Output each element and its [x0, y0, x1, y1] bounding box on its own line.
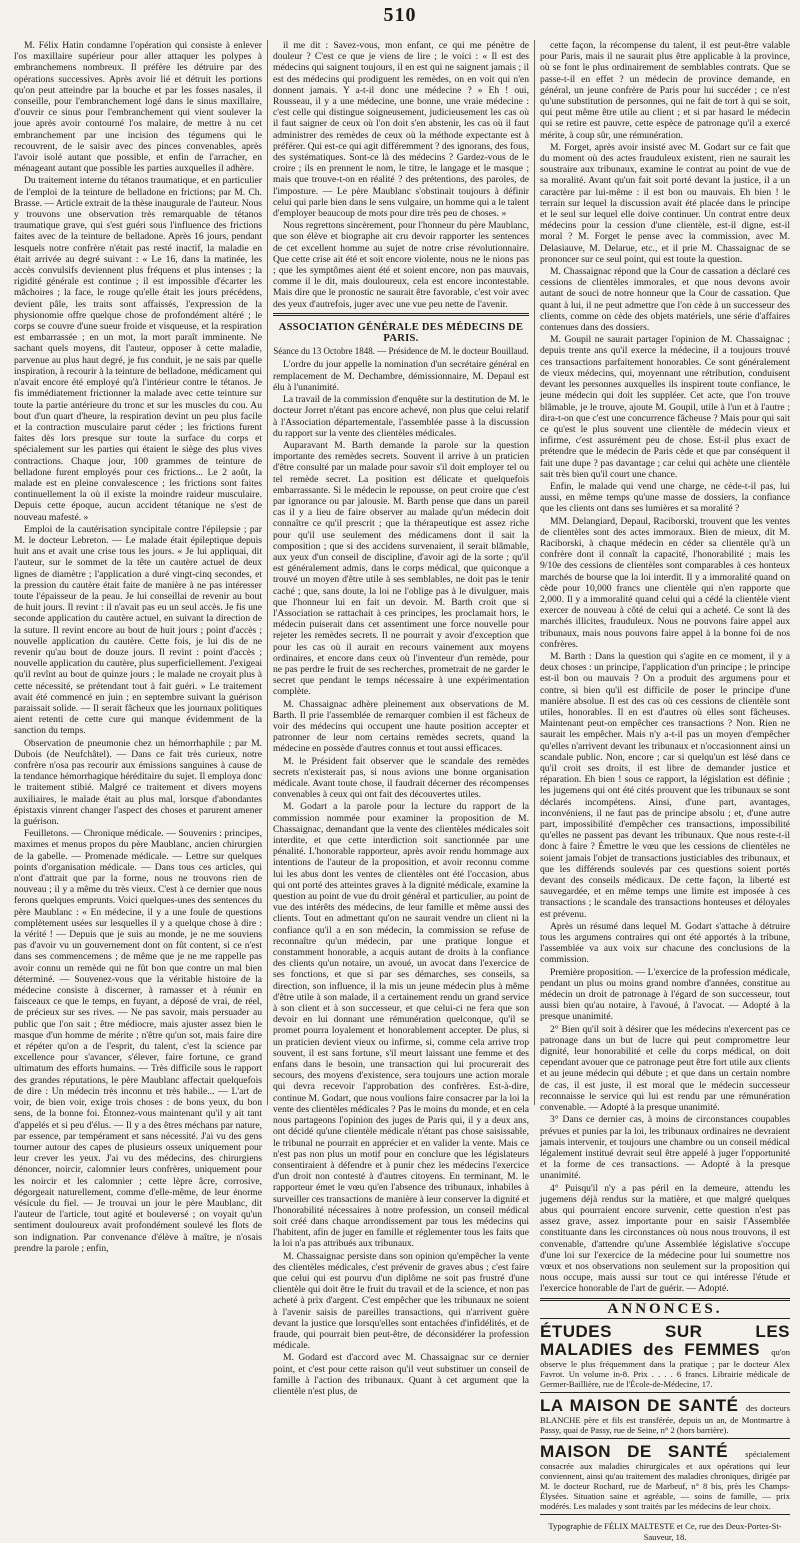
paragraph: 4° Puisqu'il n'y a pas péril en la demeure, attendu les jugemens déjà rendus sur la matière, et que malgré quelques abus qui pourraient encore survenir, cette question n'est pas assez grave, assez importante pour en saisir l'Assemblée constituante dans les circonstances où nous nous trouvons, il est convenable, d'attendre qu'une Assemblée législative s'occupe d'une loi sur l'exercice de la médecine pour lui soumettre nos vœux et nos observations non seulement sur la proposition qui nous occupe, mais aussi sur tout ce qui intéresse l'étude et l'exercice honorable de l'art de guérir. — Adopté. [540, 1182, 790, 1295]
section-rule [540, 1318, 790, 1319]
seance-line: Séance du 13 Octobre 1848. — Présidence de M. le docteur Bouillaud. [273, 346, 529, 357]
association-header [273, 322, 529, 358]
paragraph: MM. Delangiard, Depaul, Raciborski, trouvent que les ventes de clientèles sont des actes immoraux. Bien de mieux, dit M. Raciborski, à chaque médecin en céder sa clientèle qu'à un confrère dont il connaît la capacité, l'honorabilité ; mais les 9/10e des cessions de clientèles sont comparables à ces honteux marchés de bourse que la loi interdit. Il y a immoralité quand on cède pour 10,000 francs une clientèle qui n'en rapporte que 2,000. Il y a immoralité quand celui qui a cédé la clientèle vient exercer de nouveau à côté de celui qui a acheté. Ce sont là des marchés illicites, frauduleux. Nous ne pouvons faire appel aux tribunaux, mais nous pouvons faire appel à la bonne foi de nos confrères. [540, 515, 790, 650]
ad-body: des docteurs BLANCHE père et fils est transférée, depuis un an, de Montmartre à Passy, quai de Passy, rue de Seine, n° 2 (hors barrière). [540, 1402, 791, 1435]
paragraph: La travail de la commission d'enquête sur la destitution de M. le docteur Jorret n'étant pas encore achevé, non plus que celui relatif à l'Association départementale, l'assemblée passe à la discussion du rapport sur la vente des clientèles médicales. [273, 394, 529, 439]
paragraph: 3° Dans ce dernier cas, à moins de circonstances coupables prévues et punies par la loi, les tribunaux ordinaires ne devraient jamais intervenir, et toujours une chambre ou un conseil médical légalement institué devrait seul être appelé à juger l'opportunité et la forme de ces transactions. — Adopté à la presque unanimité. [540, 1114, 790, 1182]
paragraph: Nous regrettons sincèrement, pour l'honneur du père Maublanc, que son élève et biographe ait cru devoir rapporter les sentences de cet excellent homme au sujet de notre crise révolutionnaire. Que cette crise ait été et soit encore violente, nous ne le nions pas ; que les symptômes aient été et soient encore, non pas mauvais, comme il le dit, mais douloureux, cela est encore incontestable. Mais dire que le pronostic ne saurait être favorable, c'est voir avec des yeux d'autrefois, juger avec une vue peu nette de l'avenir. [273, 220, 529, 310]
ad-title: MAISON DE SANTÉ [540, 1441, 729, 1461]
paragraph: Auparavant M. Barth demande la parole sur la question importante des remèdes secrets. Souvent il arrive à un praticien d'être consulté par un malade pour savoir s'il doit employer tel ou tel remède secret. La position est délicate et quelquefois embarrassante. Si le médecin le repousse, on peut croire que c'est par ignorance ou par jalousie. M. Barth pense que dans un pareil cas il y a lieu de faire observer au malade qu'un médecin doit connaître ce qu'il prescrit ; que la thérapeutique est assez riche pour qu'il use seulement des médicamens dont il sait la composition ; que si des accidens survenaient, il serait blâmable, aux yeux d'un conseil de discipline, d'avoir agi de la sorte ; qu'il est généralement admis, dans le corps médical, que quiconque a trouvé un moyen d'être utile à ses semblables, ne doit pas le tenir caché ; que, sans doute, la loi ne l'oblige pas à le divulguer, mais que l'honneur lui en fait un devoir. M. Barth croit que si l'Association se rattachait à ces principes, les proclamait hors, le médecin puiserait dans cet assentiment une force nouvelle pour rejeter les remèdes secrets. Il ne pourrait y avoir d'exception que pour les cas où il aurait en recours vainement aux moyens ordinaires, et encore dans ceux où l'inventeur d'un remède, pour ne pas perdre le fruit de ses recherches, prometrait de ne garder le secret que pendant le temps nécessaire à une expérimentation complète. [273, 439, 529, 698]
paragraph: Du traitement interne du tétanos traumatique, et en particulier de l'emploi de la teinture de belladone en frictions; par M. Ch. Brasse. — Article extrait de la thèse inaugurale de l'auteur. Nous y trouvons une observation très remarquable de tétanos traumatique grave, qui s'est guéri sous l'influence des frictions faites avec de la teinture de belladone. Après 16 jours, pendant lesquels notre confrère n'était pas resté inactif, la maladie en était arrivée au degré suivant : « Le 16, dans la matinée, les accès convulsifs deviennent plus fréquens et plus intenses ; la rigidité générale est continue ; il est impossible d'écarter les mâchoires ; la face, le rouge qu'elle était les jours précédens, devient pâle, les traits sont affaissés, l'expression de la physionomie offre quelque chose de profondément altéré ; le corps se couvre d'une sueur froide et visqueuse, et la respiration est embarrassée ; en un mot, la mort paraît imminente. Ne sachant quels moyens, dit l'auteur, opposer à cette maladie, parvenue au plus haut degré, je fus conduit, je ne sais par quelle inspiration, à recourir à la teinture de belladone, médicament qui n'avait encore été employé qu'à l'intérieur contre le tétanos. Je fis immédiatement frictionner la malade avec cette teinture sur toute la partie antérieure du tronc et sur les muscles du cou. Au bout d'un quart d'heure, la respiration devint un peu plus facile et la contraction musculaire parut céder ; les frictions furent faites dès lors presque sur toute la surface du corps et spécialement sur les parties qui étaient le siège des plus vives contractions. Chaque jour, 100 grammes de teinture de belladone furent employés pour ces frictions... Le 2 août, la malade est en pleine convalescence ; les frictions sont faites continuellement la où il existe la moindre raideur musculaire. Depuis cette époque, aucun accident tétanique ne s'est de nouveau mafesté. » [14, 175, 263, 523]
column-1 [14, 40, 263, 1254]
column-divider [267, 40, 268, 1105]
paragraph: Première proposition. — L'exercice de la profession médicale, pendant un plus ou moins grand nombre d'années, constitue au médecin un droit de patronage à l'égard de son successeur, tout aussi bien qu'au notaire, à l'avoué, à l'avocat. — Adopté à la presque unanimité. [540, 966, 790, 1023]
ad-divider [540, 1514, 790, 1515]
ad-body: qu'on observe le plus fréquemment dans la pratique ; par le docteur Alex Favrot. Un volume in-8. Prix . . . . 6 francs. Librairie médicale de Germer-Baillière, rue de l'École-de-Médecine, 17. [540, 1346, 790, 1389]
column-3 [540, 40, 791, 1542]
paragraph: M. Godard est d'accord avec M. Chassaignac sur ce dernier point, et c'est pour cette raison qu'il veut substituer un conseil de famille à l'action des tribunaux. Quant à cet argument que la clientèle n'est plus, de [273, 1352, 529, 1397]
paragraph: il me dit : Savez-vous, mon enfant, ce qui me pénètre de douleur ? C'est ce que je viens de lire ; le voici : « Il est des médecins qui saignent toujours, il en est qui ne saignent jamais ; il est des médecins qui prodiguent les remèdes, on en voit qui n'en donnent jamais. Y a-t-il donc une médecine ? » Eh ! oui, Rousseau, il y a une médecine, une bonne, une vraie médecine : c'est celle qui distingue soigneusement, judicieusement les cas où il faut saigner de ceux où l'on doit s'en abstenir, les cas où il faut administrer des remèdes de ceux où la méthode expectante est à préférer. Qui est-ce qui agit différemment ? des ignorans, des fous, des systématiques. Sont-ce là des médecins ? Gardez-vous de le croire ; ils en prennent le nom, le titre, le langage et le masque ; mais que trouve-t-on en réalité ? des prétentions, des paroles, de l'imposture. — Le père Maublanc s'obstinait toujours à définir celui qui parle bien dans le sens vulgaire, un homme qui a le talent d'employer beaucoup de mots pour dire très peu de choses. » [273, 40, 529, 220]
advertisement [540, 1323, 790, 1389]
paragraph: M. Chassaignac répond que la Cour de cassation a déclaré ces cessions de clientèles immorales, et que nous devons avoir autant de souci de notre honneur que la Cour de cassation. Que quant à lui, il ne peut admettre que l'on cède à un successeur des clients, comme on cède des objets matériels, une série d'affaires contenues dans des dossiers. [540, 266, 790, 334]
paragraph: M. Barth : Dans la question qui s'agite en ce moment, il y a deux choses : un principe, l'application d'un principe ; le principe est-il bon ou mauvais ? On a produit des argumens pour et contre, si bien qu'il est difficile de poser le principe d'une manière absolue. Il est des cas où ces cessions de clientèle sont utiles, honorables. Il en est d'autres où elles sont fâcheuses. Maintenant peut-on empêcher ces transactions ? Non. Rien ne saurait les empêcher. Mais n'y a-t-il pas un moyen d'empêcher qu'elles n'arrivent devant les tribunaux et n'occasionnent ainsi un scandale public. Non, encore ; car si quelqu'un est lésé dans ce qu'il croit ses droits, il est libre de demander justice et réparation. Eh bien ! sous ce rapport, la législation est définie ; les jugemens qui ont été cités prouvent que les tribunaux se sont déclarés incompétens. Ainsi, d'une part, avantages, inconvéniens, il ne faut pas de principe absolu ; et, d'une autre part, impossibilité d'empêcher ces transactions, impossibilité qu'elles ne passent pas devant les tribunaux. Que nous reste-t-il donc à faire ? Émettre le vœu que les cessions de clientèles ne soient jamais l'objet de transactions justiciables des tribunaux, et que les différends soulevés par ces questions soient portés devant des conseils médicaux. De cette façon, la liberté est sauvegardée, et en même temps une limite est imposée à ces transactions ; le scandale des transactions honteuses et déloyales est prévenu. [540, 650, 790, 920]
paragraph: 2° Bien qu'il soit à désirer que les médecins n'exercent pas ce patronage dans un but de lucre qui peut compromettre leur dignité, leur honorabilité et celle du corps médical, on doit cependant avouer que ce patronage peut être fort utile aux clients et au jeune médecin qui débute ; et que dans un certain nombre de cas, il est juste, il est moral que le médecin successeur reconnaisse le service qui lui est rendu par une rémunération convenable. — Adopté à la presque unanimité. [540, 1023, 790, 1114]
ad-body: spécialement consacrée aux maladies chirurgicales et aux opérations qui leur conviennent, ainsi qu'au traitement des maladies chroniques, dirigée par M. le docteur Rochard, rue de Marbeuf, n° 8 bis, près les Champs-Élysées. Situation saine et agréable, — soins de famille, — prix modérés. Les malades y sont traités par les médecins de leur choix. [540, 1448, 790, 1511]
paragraph: M. Godart a la parole pour la lecture du rapport de la commission nommée pour examiner la proposition de M. Chassaignac, demandant que la vente des clientèles médicales soit interdite, et que cette interdiction soit sanctionnée par une pénalité. L'honorable rapporteur, après avoir rendu hommage aux intentions de l'auteur de la proposition, et avoir reconnu comme lui les abus dont les ventes de clientèles ont été l'occasion, abus qui ont porté des atteintes graves à la dignité médicale, examine la question au point de vue du droit général et particulier, au point de vue des intérêts des médecins, de leur famille et même aussi des clients. Tout en admettant qu'on ne saurait vendre un client ni la confiance qu'il a en son médecin, la commission se refuse de reconnaître qu'un médecin, par une pratique longue et constamment honorable, a acquis autant de droits à la confiance des clients qu'un notaire, un avoué, un avocat dans l'exercice de ses fonctions, et que si par ses démarches, ses conseils, sa direction, son influence, il la mis un jeune médecin plus à même d'être utile à son malade, il a certainement rendu un grand service à son client et à son successeur, et que celui-ci ne fera que son devoir en lui donnant une rémunération quelconque, qu'il se promet pourra loyalement et honorablement accepter. De plus, si un praticien devient vieux ou infirme, si, comme cela arrive trop souvent, il est sans fortune, s'il meurt laissant une femme et des enfans dans le besoin, une transaction qui lui procurerait des secours, des moyens d'existence, sera toujours une action morale qui devra recevoir l'approbation des confrères. Est-à-dire, continue M. Godart, que nous voulions faire consacrer par la loi la vente des clientèles médicales ? Pas le moins du monde, et en cela nous partageons l'opinion des juges de Paris qui, il y a deux ans, ont décidé qu'une clientèle médicale n'étant pas chose saisissable, le tribunal ne pourrait en apprécier et en valider la vente. Mais ce n'est pas non plus un motif pour en conclure que les législateurs consentiraient à défendre et à punir chez les médecins l'exercice d'un droit non contesté à d'autres citoyens. En terminant, M. le rapporteur émet le vœu qu'en l'absence des tribunaux, inhabiles à surveiller ces transactions de manière à leur conserver la dignité et l'honorabilité nécessaires à notre profession, un conseil médical soit créé dans chaque arrondissement par tous les médecins qui l'habitent, afin de juger en famille et réglementer tous les faits que la loi n'a pas attribués aux tribunaux. [273, 801, 529, 1250]
advertisement [540, 1443, 790, 1511]
column-divider [534, 40, 535, 1105]
paragraph: M. Chassaignac persiste dans son opinion qu'empêcher la vente des clientèles médicales, c'est prévenir de graves abus ; c'est faire que celui qui est pourvu d'un diplôme ne soit pas frustré d'une clientèle qui doit être le fruit du travail et de la science, et non pas acheté à prix d'argent. C'est empêcher que les tribunaux ne soient à l'avenir saisis de pareilles transactions, qui n'arrivent guère devant la justice que lorsqu'elles sont entachées d'infidélités, et de fraude, qui pourrait bien peut-être, de déconsidérer la profession médicale. [273, 1250, 529, 1352]
paragraph: Après un résumé dans lequel M. Godart s'attache à détruire tous les argumens contraires qui ont été apportés à la tribune, l'assemblée va aux voix sur chacune des conclusions de la commission. [540, 920, 790, 966]
ad-title: LA MAISON DE SANTÉ [540, 1395, 739, 1415]
paragraph: M. Goupil ne saurait partager l'opinion de M. Chassaignac ; depuis trente ans qu'il exerce la médecine, il a toujours trouvé ces transactions parfaitement honorables. Ce sont généralement de vieux médecins, qui, moyennant une rétribution, conduisent devant les personnes auxquelles ils inspirent toute confiance, le jeune médecin qui doit les suppléer. Cet acte, que l'on trouve blâmable, je le trouve, ajoute M. Goupil, utile à l'un et à l'autre ; dira-t-on que c'est une concurrence fâcheuse ? Mais pour qui sait ce qu'est le plus souvent une clientèle de médecin vieux et infirme, c'est assurément peu de chose. Est-il plus exact de prétendre que le médecin de Paris cède et que par conséquent il fait une dupe ? pas davantage ; car celui qui achète une clientèle sait très bien qu'il court une chance. [540, 334, 790, 480]
paragraph: cette façon, la récompense du talent, il est peut-être valable pour Paris, mais il ne saurait plus être applicable à la province, où se font le plus ordinairement de semblables contrats. Que se passe-t-il en effet ? un médecin de province demande, en général, un jeune confrère de Paris pour lui succéder ; ce n'est qu'une substitution de personnes, qui ne fait de tort à qui se soit, qui peut même être utile au client ; et si par hasard le médecin qui se retire est pauvre, cette espèce de patronage qu'il a exercé mérite, à coup sûr, une rémunération. [540, 40, 790, 141]
association-heading: ASSOCIATION GÉNÉRALE DES MÉDECINS DE PARIS. [278, 321, 524, 345]
paragraph: M. Forget, après avoir insisté avec M. Godart sur ce fait que du moment où des actes frauduleux existent, rien ne saurait les soustraire aux tribunaux, examine le contrat au point de vue de sa moralité. Avant qu'un fait soit porté devant la justice, il a un caractère par lui-même : il est bon ou mauvais. Eh bien ! le terrain sur lequel la discussion avait été placée dans le principe et le seul sur lequel elle doive continuer. Un contrat entre deux médecins pour la cession d'une clientèle, est-il digne, est-il moral ? M. Forget le pense avec la commission, avec M. Delasiauve, M. Delarue, etc., et il prie M. Chassaignac de se prononcer sur ce seul point, qui est toute la question. [540, 141, 790, 265]
paragraph: Enfin, le malade qui vend une charge, ne cède-t-il pas, lui aussi, en même temps qu'une masse de dossiers, la confiance que les clients ont dans ses lumières et sa moralité ? [540, 480, 790, 515]
ad-title: ÉTUDES SUR LES MALADIES des FEMMES [540, 1321, 790, 1359]
printer-line: Typographie de FÉLIX MALTESTE et Ce, rue des Deux-Portes-St-Sauveur, 18. [548, 1520, 782, 1542]
paragraph: M. Chassaignac adhère pleinement aux observations de M. Barth. Il prie l'assemblée de remarquer combien il est fâcheux de voir des médecins qui occupent une haute position accepter et patronner de leur nom certains remèdes secrets, quand la médecine en possède d'autres connus et tout aussi efficaces. [273, 698, 529, 755]
paragraph: L'ordre du jour appelle la nomination d'un secrétaire général en remplacement de M. Dechambre, démissionnaire, M. Depaul est élu à l'unanimité. [273, 359, 529, 393]
paragraph: Feuilletons. — Chronique médicale. — Souvenirs : principes, maximes et menus propos du père Maublanc, ancien chirurgien de la gabelle. — Promenade médicale. — Lettre sur quelques points d'organisation médicale. — Dans tous ces articles, qui n'ont d'attrait que par la forme, nous ne trouvons rien de nouveau ; il y a même du très vieux. C'est à ce dernier que nous ferons quelques emprunts. Voici quelques-unes des sentences du père Maublanc : « En médecine, il y a une foule de questions complètement usées sur lesquelles il y a quelque chose à dire : la vérité ! — Depuis que je suis au monde, je ne me souviens pas d'avoir vu un gouvernement dont on fût content, si ce n'est dans ses commencemens ; de même que je ne me rappelle pas avoir connu un remède qui ne fût bon que contre un mal bien déterminé. — Souvenez-vous que la véritable histoire de la médecine consiste à discerner, à ramasser et à réunir en faisceaux ce que le temps, en fuyant, a déposé de vrai, de réel, de précieux sur ses rives. — Ne pas savoir, mais persuader au public que l'on sait ; être médiocre, mais ajuster assez bien le masque d'un homme de mérite ; n'être qu'un sot, mais faire dire et répéter qu'on a de l'esprit, du talent, c'est la science par excellence pour s'avancer, s'élever, faire fortune, ce grand ultimatum des efforts humains. — Très difficile sous le rapport des grandes réputations, le père Maublanc affectait quelquefois de dire : Un médecin très inconnu et très habile... — L'art de voir, de bien voir, exige trois choses : de bons yeux, du bon sens, de la bonne foi. Étonnez-vous maintenant qu'il y ait tant d'appelés et si peu d'élus. — Il y a des êtres méchans par nature, par essence, par tempérament et sans nécessité. J'ai vu des gens tourner autour des capes de plusieurs osseux uniquement pour leur crever les yeux. J'ai vu des médecins, des chirurgiens dénoncer, noircir, calomnier leurs confrères, uniquement pour les noircir et les calomnier ; cette lèpre âcre, corrosive, dégorgeait naturellement, comme d'elle-même, de leur énorme vésicule du fiel. — Je trouvai un jour le père Maublanc, dit l'auteur de l'article, tout agité et bouleversé ; on voyait qu'un sentiment douloureux avait profondément soulevé les flots de son indignation. Par convenance d'élève à maître, je n'osais prendre la parole ; enfin, [14, 828, 262, 1254]
ad-divider [540, 1392, 790, 1393]
paragraph: M. le Président fait observer que le scandale des remèdes secrets n'existerait pas, si nous avions une bonne organisation médicale. Avant toute chose, il faudrait décerner des récompenses convenables à ceux qui ont fait des découvertes utiles. [273, 755, 529, 801]
paragraph: Observation de pneumonie chez un hémorrhaphile ; par M. Dubois (de Neufchâtel). — Dans ce fait très curieux, notre confrère n'osa pas recourir aux émissions sanguines à cause de la tendance hémorrhagique héréditaire du sujet. Il employa donc le traitement stibié. Malgré ce traitement et divers moyens auxiliaires, le malade était au plus mal, lorsque d'abondantes épistaxis vinrent changer l'aspect des choses et parurent amener la guérison. [14, 737, 262, 828]
paragraph: M. Félix Hatin condamne l'opération qui consiste à enlever l'os maxillaire supérieur pour aller attaquer les polypes à embranchemens nombreux. Il préfère les détruire par des opérations successives. Après avoir lié et détruit les portions qu'on peut atteindre par la bouche et par les fosses nasales, il conseille, pour l'embranchement logé dans le sinus maxillaire, d'ouvrir ce sinus pour l'embranchement qui vient soulever la joue après avoir contourné l'os malaire, de mettre à nu cet embranchement par une incision des tégumens qui le recouvrent, de le saisir avec des pinces convenables, après l'avoir isolé autant que possible, et enfin de l'arracher, en ménageant autant que possible les parties auxquelles il adhère. [14, 40, 262, 175]
column-2 [273, 40, 529, 1397]
ad-divider [540, 1438, 790, 1439]
annonces-heading: ANNONCES. [607, 1300, 723, 1317]
paragraph: Emploi de la cautérisation syncipitale contre l'épilepsie ; par M. le docteur Lebreton. — Le malade était épileptique depuis huit ans et avait une crise tous les jours. « Je lui appliquai, dit l'auteur, sur le sommet de la tête un cautère actuel de deux lignes de diamètre ; l'application a duré vingt-cinq secondes, et la pression du cautère était faite de manière à ne pas intéresser toute l'épaisseur de la peau. Je lui conseillai de revenir au bout de huit jours. Il revint : il n'avait pas eu un seul accès. Je fis une seconde application du cautère actuel, en suivant la direction de la suture. Il revint encore au bout de huit jours ; point d'accès ; nouvelle application du cautère. Cette fois, je lui dis de ne revenir qu'au bout de douze jours. Il revint : point d'accès ; nouvelle application du cautère, plus superficiellement. J'exigeai qu'il revînt au bout de quinze jours ; le malade ne croyait plus à cette nécessité, se prétendant tout à fait guéri. » Le traitement avait été commencé en juin ; en septembre suivant la guérison paraissait solide. — Il serait fâcheux que les journaux politiques aient retenti de cette cure qui manque évidemment de la sanction du temps. [14, 523, 262, 737]
section-rule [273, 313, 529, 316]
advertisement [540, 1397, 790, 1435]
page-number: 510 [383, 4, 417, 26]
